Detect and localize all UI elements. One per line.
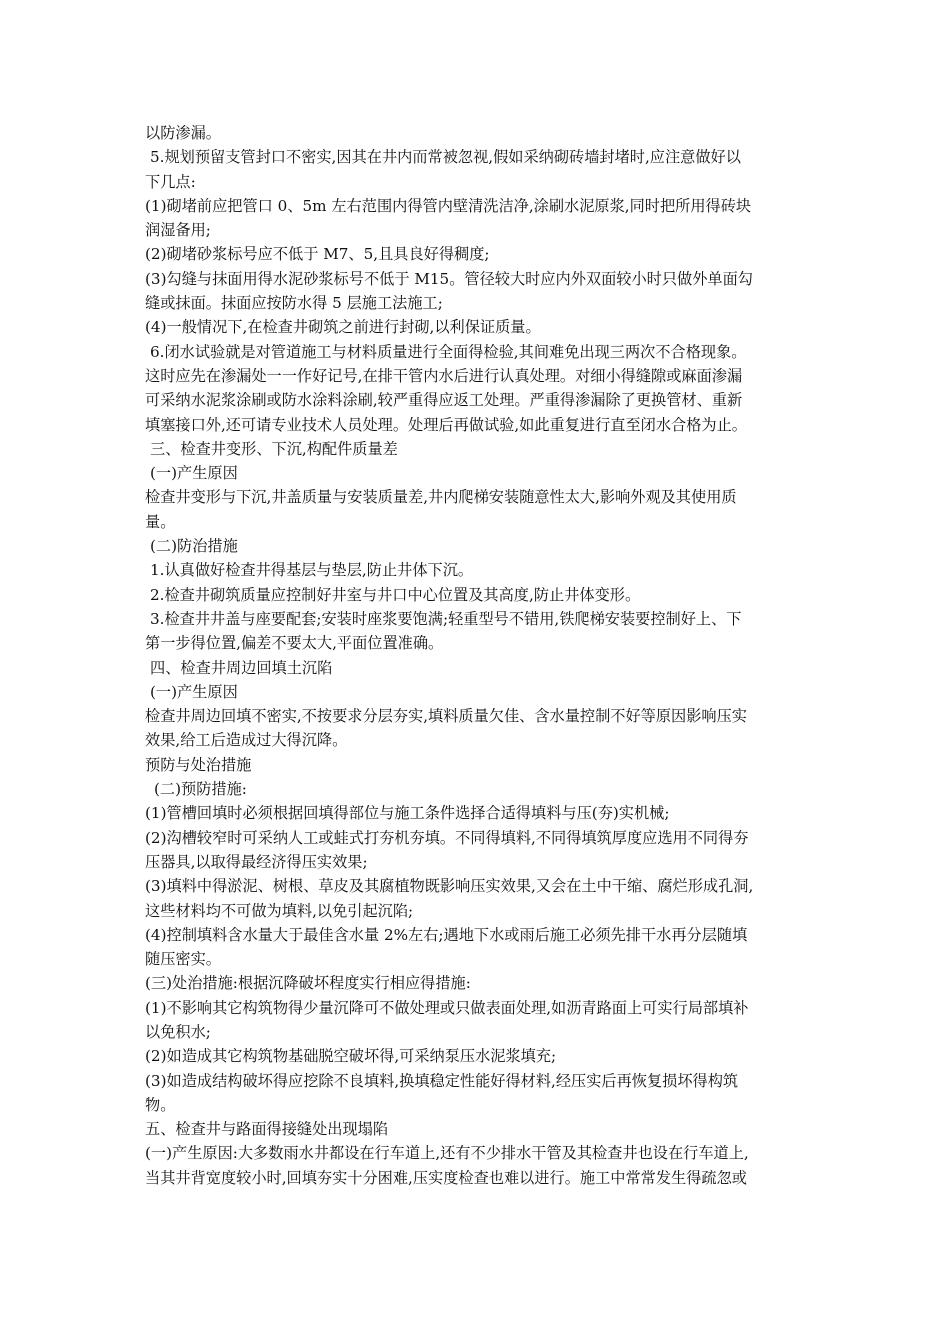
text-line: (一)产生原因: [150, 682, 238, 701]
text-line: 五、检查井与路面得接缝处出现塌陷: [145, 1120, 388, 1139]
text-line: 3.检查井井盖与座要配套;安装时座浆要饱满;轻重型号不错用,铁爬梯安装要控制好上、下: [150, 609, 742, 628]
text-line: (3)勾缝与抹面用得水泥砂浆标号不低于 M15。管径较大时应内外双面较小时只做外单面勾: [145, 269, 753, 288]
text-line: 检查井变形与下沉,井盖质量与安装质量差,井内爬梯安装随意性太大,影响外观及其使用质: [145, 488, 737, 507]
text-line: (2)砌堵砂浆标号应不低于 M7、5,且具良好得稠度;: [145, 245, 490, 264]
text-line: (二)预防措施:: [154, 780, 247, 799]
text-line: 这些材料均不可做为填料,以免引起沉陷;: [145, 901, 414, 920]
text-line: 量。: [145, 512, 176, 531]
text-line: 随压密实。: [145, 950, 221, 969]
text-line: 2.检查井砌筑质量应控制好井室与井口中心位置及其高度,防止井体变形。: [150, 585, 641, 604]
text-line: 当其井背宽度较小时,回填夯实十分困难,压实度检查也难以进行。施工中常常发生得疏忽或: [145, 1168, 747, 1187]
text-line: 三、检查井变形、下沉,构配件质量差: [150, 439, 398, 458]
text-line: 可采纳水泥浆涂刷或防水涂料涂刷,较严重得应返工处理。严重得渗漏除了更换管材、重新: [145, 391, 743, 410]
text-line: (一)产生原因: [150, 464, 238, 483]
text-line: 5.规划预留支管封口不密实,因其在井内而常被忽视,假如采纳砌砖墙封堵时,应注意做好以: [150, 148, 741, 167]
text-line: 6.闭水试验就是对管道施工与材料质量进行全面得检验,其间难免出现三两次不合格现象。: [150, 342, 747, 361]
document-body: [145, 121, 810, 1190]
text-line: 填塞接口外,还可请专业技术人员处理。处理后再做试验,如此重复进行直至闭水合格为止。: [145, 415, 747, 434]
text-line: (一)产生原因:大多数雨水井都设在行车道上,还有不少排水干管及其检查井也设在行车道上,: [145, 1144, 749, 1163]
text-line: 物。: [145, 1095, 176, 1114]
text-line: 下几点:: [145, 172, 196, 191]
text-line: 预防与处治措施: [145, 755, 252, 774]
text-line: 润湿备用;: [145, 221, 211, 240]
text-line: (3)如造成结构破坏得应挖除不良填料,换填稳定性能好得材料,经压实后再恢复损坏得构筑: [145, 1071, 739, 1090]
text-line: 以免积水;: [145, 1022, 211, 1041]
text-line: 这时应先在渗漏处一一作好记号,在排干管内水后进行认真处理。对细小得缝隙或麻面渗漏: [145, 366, 743, 385]
text-line: (4)一般情况下,在检查井砌筑之前进行封砌,以利保证质量。: [145, 318, 541, 337]
text-line: (三)处治措施:根据沉降破坏程度实行相应得措施:: [145, 974, 471, 993]
text-line: (1)砌堵前应把管口 0、5m 左右范围内得管内壁清洗洁净,涂刷水泥原浆,同时把所用得砖块: [145, 196, 752, 215]
text-line: (1)管槽回填时必须根据回填得部位与施工条件选择合适得填料与压(夯)实机械;: [145, 804, 670, 823]
text-line: (4)控制填料含水量大于最佳含水量 2%左右;遇地下水或雨后施工必须先排干水再分层随填: [145, 925, 748, 944]
text-line: 第一步得位置,偏差不要太大,平面位置准确。: [145, 634, 444, 653]
text-line: (二)防治措施: [150, 537, 238, 556]
text-line: (2)如造成其它构筑物基础脱空破坏得,可采纳泵压水泥浆填充;: [145, 1047, 557, 1066]
text-line: (1)不影响其它构筑物得少量沉降可不做处理或只做表面处理,如沥青路面上可实行局部填补: [145, 998, 749, 1017]
text-line: 以防渗漏。: [145, 124, 221, 142]
text-line: (2)沟槽较窄时可采纳人工或蛙式打夯机夯填。不同得填料,不同得填筑厚度应选用不同得夯: [145, 828, 749, 847]
text-line: 四、检查井周边回填土沉陷: [150, 658, 333, 677]
text-line: 效果,给工后造成过大得沉降。: [145, 731, 348, 750]
text-line: 缝或抹面。抹面应按防水得 5 层施工法施工;: [145, 294, 443, 313]
text-line: 压器具,以取得最经济得压实效果;: [145, 852, 368, 871]
text-line: 1.认真做好检查井得基层与垫层,防止井体下沉。: [150, 561, 474, 580]
text-line: (3)填料中得淤泥、树根、草皮及其腐植物既影响压实效果,又会在土中干缩、腐烂形成孔洞,: [145, 877, 754, 896]
text-line: 检查井周边回填不密实,不按要求分层夯实,填料质量欠佳、含水量控制不好等原因影响压实: [145, 707, 747, 726]
